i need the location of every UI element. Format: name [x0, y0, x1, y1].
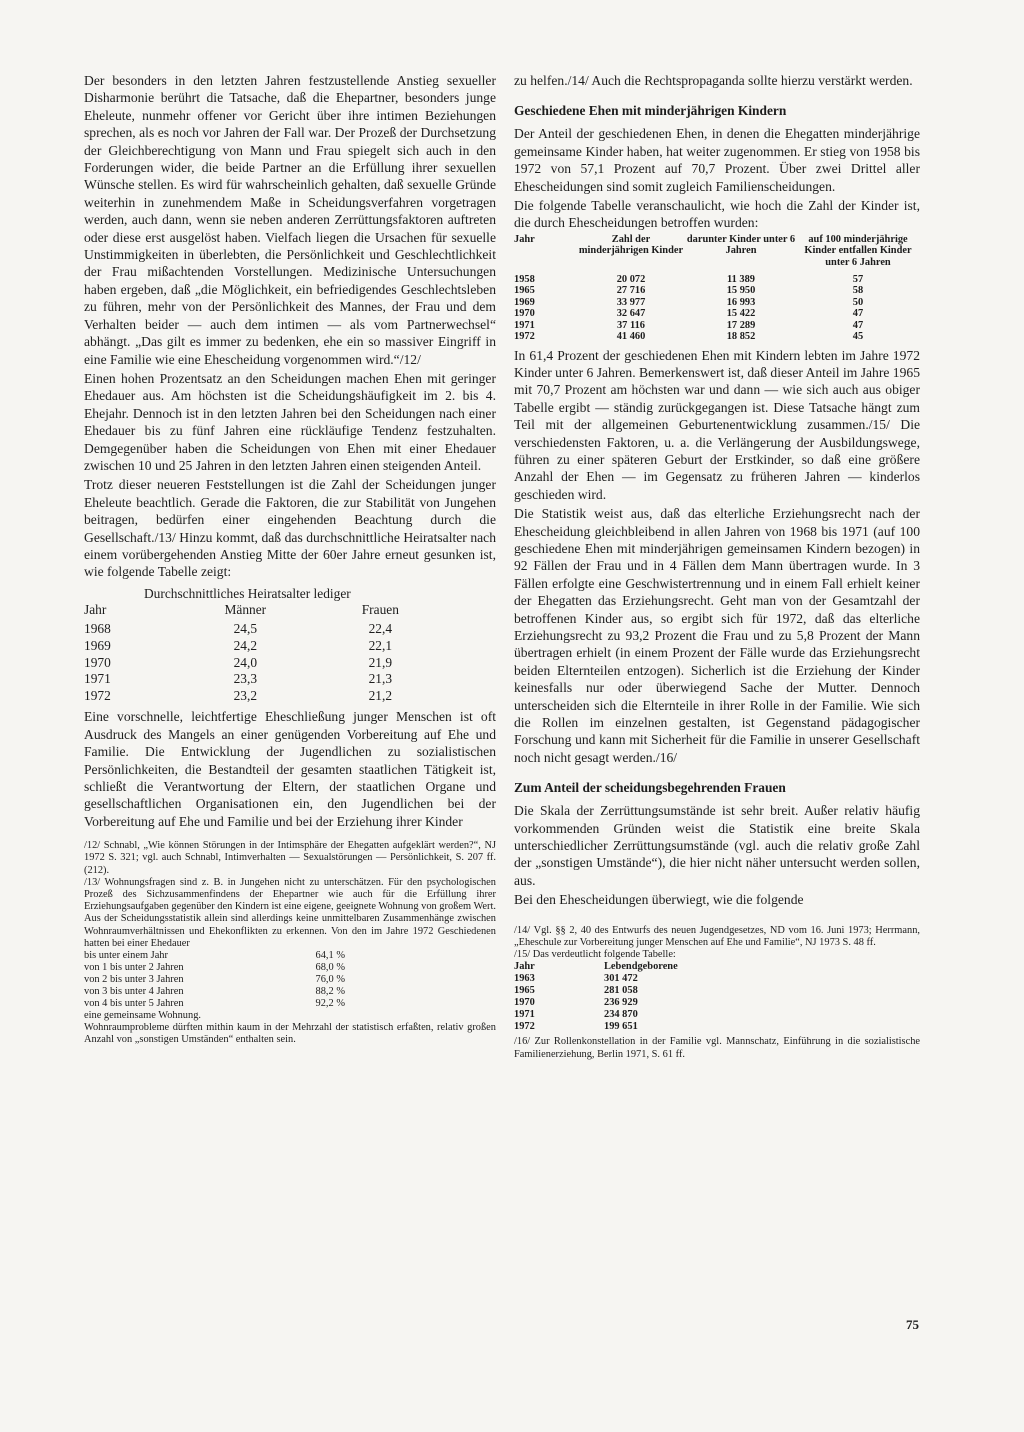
- cell: 57: [852, 274, 864, 286]
- cell: 15 950: [726, 285, 756, 297]
- cell: 234 870: [604, 1009, 638, 1021]
- paragraph-hasty-marriage: Eine vorschnelle, leichtfertige Eheschließung junger Menschen ist oft Ausdruck des Mangels an einer genügenden Vorbereitung auf Ehe und Familie. Die Entwicklung der Jugendlichen zu sozialistischen Persönlichkeiten, die Bestandteil der gesamten staatlichen Tätigkeit ist, schließt die Verantwortung der Eltern, der staatlichen Organe und gesellschaftlichen Organisationen ein, den Jugendlichen bei der Vorbereitung auf Ehe und Familie und bei der Erziehung ihrer Kinder: [84, 709, 496, 829]
- cell: 24,5: [233, 621, 258, 637]
- table-row: [514, 234, 920, 268]
- cell: 22,1: [368, 637, 393, 653]
- paragraph-custody: Die Statistik weist aus, daß das elterliche Erziehungsrecht nach der Ehescheidung gleichbleibend in allen Jahren von 1968 bis 1971 (auf 100 geschiedene Ehen mit minderjährigen gemeinsamen Kindern bezogen) in 92 Fällen der Frau und in 4 Fällen dem Mann übertragen wurde. In 3 Fällen erfolgte eine Geschwistertrennung und in einem Fall erhielt keiner der Ehegatten das Erziehungsrecht. Geht man von der Gesamtzahl der betroffenen Kinder aus, so ergibt sich für 1972, daß das elterliche Erziehungsrecht zu 93,2 Prozent die Frau und zu 5,8 Prozent der Mann übertragen erhielt (in einem Prozent der Fälle wurde das Erziehungsrecht beiden Elternteilen entzogen). Sicherlich ist die Erziehung der Kinder keinesfalls nur oder überwiegend Sache der Mutter. Dennoch unterscheiden sich die Elternteile in ihrer Rolle in der Familie. Wie sich die Rollen im einzelnen gestalten, ist Gegenstand pädagogischer Forschung und kann mit Sicherheit für die Familie in unserer Gesellschaft noch nicht gesagt werden./16/: [514, 506, 920, 765]
- marriage-table-caption: Durchschnittliches Heiratsalter lediger: [144, 585, 351, 601]
- header-jahr: Jahr: [84, 601, 107, 617]
- table-row: [514, 1009, 754, 1021]
- cell: von 4 bis unter 5 Jahren: [84, 998, 184, 1010]
- header-maenner: Männer: [224, 601, 267, 617]
- table-row: [84, 986, 384, 998]
- cell: 1971: [514, 319, 535, 331]
- cell: 21,3: [368, 671, 393, 687]
- header-jahr: Jahr: [514, 233, 535, 245]
- cell: 92,2 %: [315, 998, 345, 1010]
- footnotes-left: [84, 840, 496, 1046]
- cell: 76,0 %: [315, 974, 345, 986]
- cell: 1970: [514, 997, 535, 1009]
- paragraph-children-under-6: In 61,4 Prozent der geschiedenen Ehen mit Kindern lebten im Jahre 1972 Kinder unter 6 Jahren. Bemerkenswert ist, daß dieser Anteil im Jahre 1965 mit 70,7 Prozent am höchsten war und dann — wie sich auch aus obiger Tabelle ergibt — ständig zurückgegangen ist. Diese Tatsache hängt zum Teil mit der allgemeinen Geburtenentwicklung zusammen./15/ Die verschiedensten Faktoren, u. a. die Verlängerung der Ausbildungswege, führen zu einer späteren Geburt der Erstkinder, so daß eine größere Anzahl der Ehen — im Gegensatz zu früheren Jahren — kinderlos geschieden wird.: [514, 347, 920, 502]
- cell: von 2 bis unter 3 Jahren: [84, 974, 184, 986]
- paragraph-prevails: Bei den Ehescheidungen überwiegt, wie die folgende: [514, 892, 804, 908]
- cell: 17 289: [726, 319, 756, 331]
- table-row: [84, 688, 444, 705]
- cell: 21,9: [368, 654, 393, 670]
- paragraph-sexual-disharmony: Der besonders in den letzten Jahren festzustellende Anstieg sexueller Disharmonie berührt die Tatsache, daß die Ehepartner, besonders junge Eheleute, nunmehr offener vor Gericht über ihre intimen Beziehungen sprechen, als es noch vor Jahren der Fall war. Der Prozeß der Durchsetzung der Gleichberechtigung von Mann und Frau spiegelt sich auch in den Forderungen wider, die beide Partner an die Erfüllung ihrer sexuellen Wünsche stellen. Es wird für wahrscheinlich gehalten, daß sexuelle Gründe weiterhin in zunehmendem Maße in Scheidungsverfahren vorgetragen werden, auch dann, wenn sie neben anderen Zerrüttungsfaktoren auftreten oder diese erst ausgelöst haben. Vielfach liegen die Ursachen für sexuelle Unstimmigkeiten in überlebten, die Persönlichkeit und Geschlechtlichkeit der Frau mißachtenden Vorstellungen. Medizinische Untersuchungen haben ergeben, daß „die Möglichkeit, ein befriedigendes Geschlechtsleben zu führen, mehr von der Persönlichkeit des Mannes, der Frau und dem Verhalten beider — auch dem intimen — als vom Partnerwechsel“ abhängt. „Das gilt es immer zu bedenken, ehe ein so massiver Eingriff in eine Familie wie eine Ehescheidung vorgenommen wird.“/12/: [84, 73, 496, 367]
- cell: 23,3: [233, 671, 258, 687]
- table-row: [84, 950, 384, 962]
- cell: 11 389: [726, 274, 755, 286]
- table-row: [84, 974, 384, 986]
- cell: von 1 bis unter 2 Jahren: [84, 962, 184, 974]
- heading-divorced-with-children: Geschiedene Ehen mit minderjährigen Kindern: [514, 103, 787, 119]
- cell: 1971: [84, 671, 111, 687]
- cell: 47: [852, 308, 864, 320]
- cell: 27 716: [616, 285, 646, 297]
- duration-table: [84, 950, 384, 1010]
- page-number: 75: [906, 1317, 919, 1332]
- table-row: [514, 320, 920, 331]
- cell: 1965: [514, 285, 535, 297]
- paragraph-scale: Die Skala der Zerrüttungsumstände ist sehr breit. Außer relativ häufig vorkommenden Gründen weist die Statistik eine breite Skala unterschiedlicher Zerrüttungsumstände (vgl. auch die relativ große Zahl der „sonstigen Umstände“), die hier nicht näher untersucht werden sollen, aus.: [514, 803, 920, 888]
- table-row: [514, 961, 754, 973]
- footnote-12: /12/ Schnabl, „Wie können Störungen in der Intimsphäre der Ehegatten aufgeklärt werden?“, NJ 1972 S. 321; vgl. auch Schnabl, Intimverhalten — Sexualstörungen — Persönlichkeit, S. 207 ff. (212).: [84, 840, 496, 876]
- cell: 47: [852, 319, 864, 331]
- cell: 1969: [84, 637, 111, 653]
- left-column: [84, 72, 496, 1047]
- cell: 88,2 %: [315, 986, 345, 998]
- paragraph-marriage-duration: Einen hohen Prozentsatz an den Scheidungen machen Ehen mit geringer Ehedauer aus. Am höchsten ist die Scheidungshäufigkeit im 2. bis 4. Ehejahr. Dennoch ist in den letzten Jahren bei den Scheidungen nach einer Ehedauer bis zu fünf Jahren eine rückläufige Tendenz festzuhalten. Demgegenüber haben die Scheidungen von Ehen mit einer Ehedauer zwischen 10 und 25 Jahren in den letzten Jahren einen steigenden Anteil.: [84, 370, 496, 473]
- marriage-table: [84, 602, 444, 705]
- cell: 33 977: [616, 296, 646, 308]
- cell: 32 647: [616, 308, 646, 320]
- cell: 24,2: [233, 637, 258, 653]
- table-row: [514, 297, 920, 308]
- cell: 1971: [514, 1009, 535, 1021]
- cell: 301 472: [604, 973, 638, 985]
- table-row: [84, 638, 444, 655]
- cell: 22,4: [368, 621, 393, 637]
- paragraph-intro: zu helfen./14/ Auch die Rechtspropaganda sollte hierzu verstärkt werden.: [514, 73, 913, 88]
- table-row: [514, 331, 920, 342]
- footnote-13-continued: Aus der Scheidungsstatistik allein sind allerdings keine unmittelbaren Zusammenhänge zwischen Wohnraumverhältnissen und Ehekonflikten zu erkennen. Von den im Jahre 1972 Geschiedenen hatten bei einer Ehedauer: [84, 913, 496, 949]
- table-row: [84, 655, 444, 672]
- cell: 1972: [84, 687, 111, 703]
- paragraph-share-with-children: Der Anteil der geschiedenen Ehen, in denen die Ehegatten minderjährige gemeinsame Kinder haben, hat weiter zugenommen. Er stieg von 1958 bis 1972 von 57,1 Prozent auf 70,7 Prozent. Über zwei Drittel aller Ehescheidungen sind somit zugleich Familienscheidungen.: [514, 126, 920, 194]
- footnote-15: /15/ Das verdeutlicht folgende Tabelle:: [514, 949, 676, 961]
- table-row: [84, 962, 384, 974]
- cell: 1958: [514, 274, 535, 286]
- heading-women-seeking-divorce: Zum Anteil der scheidungsbegehrenden Frauen: [514, 780, 786, 796]
- table-row: [514, 985, 754, 997]
- table-row: [514, 285, 920, 296]
- paragraph-young-couples: Trotz dieser neueren Feststellungen ist die Zahl der Scheidungen junger Eheleute beachtlich. Gerade die Faktoren, die zur Stabilität von Jungehen beitragen, bedürfen einer eingehenden Beachtung durch die Gesellschaft./13/ Hinzu kommt, daß das durchschnittliche Heiratsalter nach einem vorübergehenden Anstieg Mitte der 60er Jahre erneut gesunken ist, wie folgende Tabelle zeigt:: [84, 477, 496, 580]
- cell: 16 993: [726, 296, 756, 308]
- footnote-13-end: eine gemeinsame Wohnung.: [84, 1010, 201, 1022]
- table-row: [514, 973, 754, 985]
- cell: 21,2: [368, 687, 393, 703]
- table-row: [84, 998, 384, 1010]
- cell: 199 651: [604, 1021, 638, 1033]
- table-row: [84, 602, 444, 619]
- cell: 1970: [84, 654, 111, 670]
- header-unter-6: darunter Kinder unter 6 Jahren: [686, 233, 796, 257]
- header-frauen: Frauen: [361, 601, 399, 617]
- cell: 58: [852, 285, 864, 297]
- table-row: [514, 997, 754, 1009]
- cell: 1963: [514, 973, 535, 985]
- cell: 1968: [84, 621, 111, 637]
- cell: 41 460: [616, 331, 646, 343]
- header-kinder: Zahl der minderjährigen Kinder: [578, 233, 684, 257]
- cell: 281 058: [604, 985, 638, 997]
- table-row: [84, 621, 444, 638]
- header-anteil: auf 100 minderjährige Kinder entfallen Kinder unter 6 Jahren: [804, 233, 912, 268]
- cell: 45: [852, 331, 864, 343]
- footnote-13: /13/ Wohnungsfragen sind z. B. in Jungehen nicht zu unterschätzen. Für den psychologischen Prozeß des Sichzusammenfindens der Ehepartner wie auch für die Erfüllung ihrer Erziehungsaufgaben gegenüber den Kindern ist eine eigene, geeignete Wohnung von großem Wert.: [84, 876, 496, 913]
- children-table: [514, 234, 920, 343]
- table-row: [84, 671, 444, 688]
- cell: 50: [852, 296, 864, 308]
- cell: 1972: [514, 331, 535, 343]
- table-row: [514, 308, 920, 319]
- cell: 1965: [514, 985, 535, 997]
- marriage-age-table: [84, 585, 496, 705]
- header-lebendgeborene: Lebendgeborene: [604, 961, 678, 973]
- table-row: [514, 274, 920, 285]
- cell: 15 422: [726, 308, 756, 320]
- right-column: [514, 72, 920, 1061]
- cell: 1970: [514, 308, 535, 320]
- cell: bis unter einem Jahr: [84, 950, 168, 962]
- cell: 236 929: [604, 997, 638, 1009]
- cell: 24,0: [233, 654, 258, 670]
- footnote-14: /14/ Vgl. §§ 2, 40 des Entwurfs des neuen Jugendgesetzes, ND vom 16. Juni 1973; Herrmann, „Eheschule zur Vorbereitung junger Menschen auf Ehe und Familie“, NJ 1973 S. 48 ff.: [514, 924, 920, 948]
- cell: 23,2: [233, 687, 258, 703]
- footnotes-right: [514, 925, 920, 1061]
- cell: 1972: [514, 1021, 535, 1033]
- paragraph-table-intro: Die folgende Tabelle veranschaulicht, wie hoch die Zahl der Kinder ist, die durch Ehescheidungen betroffen wurden:: [514, 198, 920, 231]
- cell: von 3 bis unter 4 Jahren: [84, 986, 184, 998]
- cell: 1969: [514, 296, 535, 308]
- cell: 68,0 %: [315, 962, 345, 974]
- table-row: [514, 1021, 754, 1033]
- births-table: [514, 961, 754, 1033]
- cell: 18 852: [726, 331, 756, 343]
- footnote-13-conclusion: Wohnraumprobleme dürften mithin kaum in der Mehrzahl der statistisch erfaßten, relativ großen Anzahl von „sonstigen Umständen“ enthalten sein.: [84, 1022, 496, 1046]
- cell: 37 116: [616, 319, 645, 331]
- footnote-16: /16/ Zur Rollenkonstellation in der Familie vgl. Mannschatz, Einführung in die sozialistische Familienerziehung, Berlin 1971, S. 61 ff.: [514, 1036, 920, 1060]
- header-jahr: Jahr: [514, 961, 535, 973]
- cell: 64,1 %: [315, 950, 345, 962]
- cell: 20 072: [616, 274, 646, 286]
